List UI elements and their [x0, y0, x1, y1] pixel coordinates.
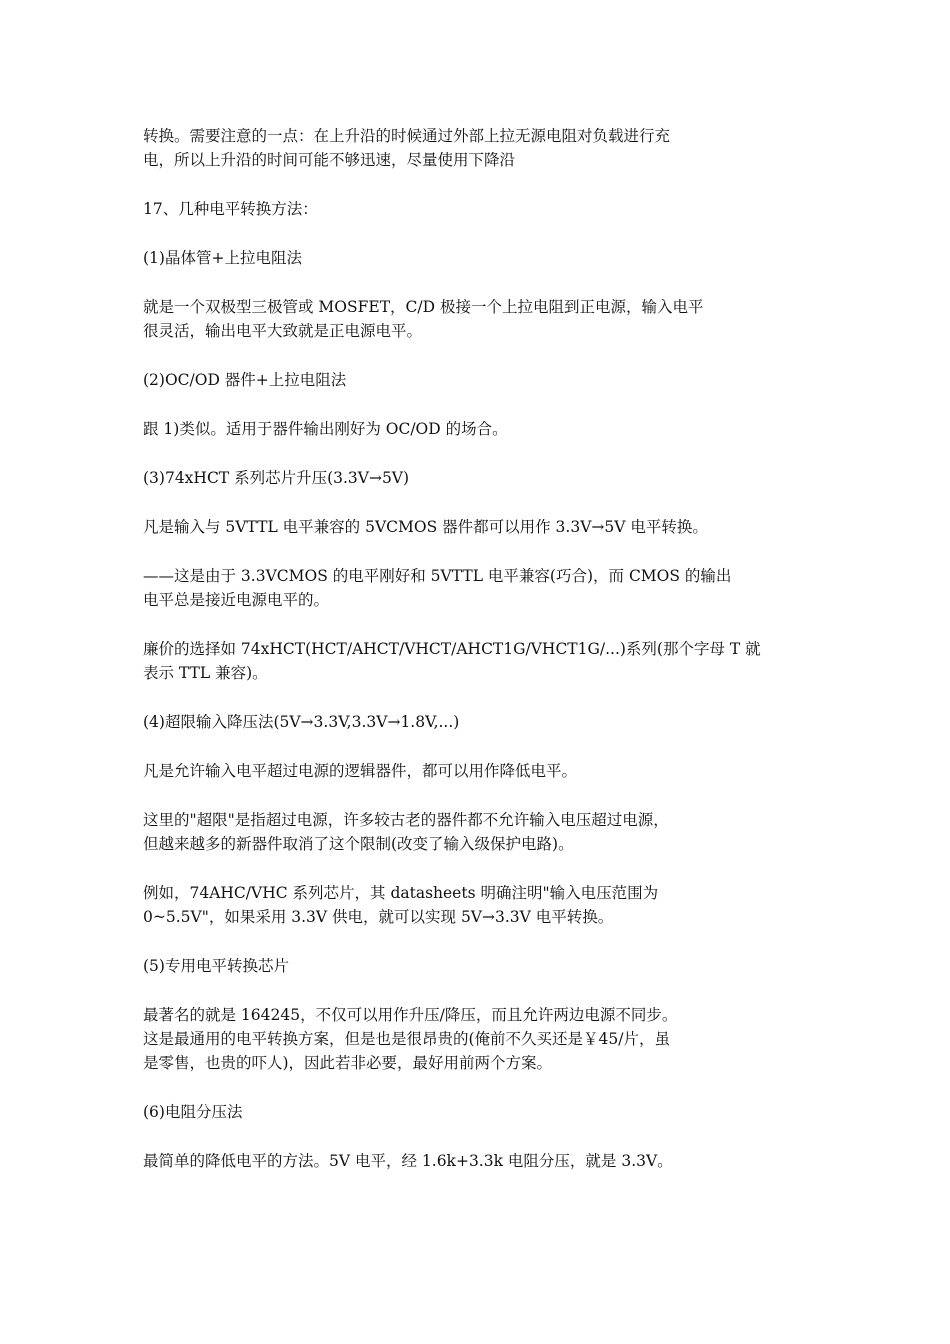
method-2-text: 跟 1)类似。适用于器件输出刚好为 OC/OD 的场合。	[143, 420, 508, 438]
method-6-text: 最简单的降低电平的方法。5V 电平，经 1.6k+3.3k 电阻分压，就是 3.3V。	[143, 1152, 673, 1170]
method-3-heading: (3)74xHCT 系列芯片升压(3.3V→5V)	[143, 469, 410, 487]
method-3-text-2: ——这是由于 3.3VCMOS 的电平刚好和 5VTTL 电平兼容(巧合)，而 CMOS 的输出 电平总是接近电源电平的。	[143, 567, 732, 609]
method-4-text-3: 例如，74AHC/VHC 系列芯片，其 datasheets 明确注明"输入电压范围为 0~5.5V"，如果采用 3.3V 供电，就可以实现 5V→3.3V 电平转换。	[143, 884, 659, 926]
method-5-heading: (5)专用电平转换芯片	[143, 957, 289, 975]
method-1-heading: (1)晶体管+上拉电阻法	[143, 249, 302, 267]
paragraph-continuation: 转换。需要注意的一点：在上升沿的时候通过外部上拉无源电阻对负载进行充 电，所以上升沿的时间可能不够迅速，尽量使用下降沿	[143, 127, 671, 169]
method-5-text: 最著名的就是 164245，不仅可以用作升压/降压，而且允许两边电源不同步。 这是最通用的电平转换方案，但是也是很昂贵的(俺前不久买还是￥45/片，虽 是零售，也贵的吓人)，因此若非必要，最好用前两个方案。	[143, 1006, 678, 1072]
method-4-heading: (4)超限输入降压法(5V→3.3V,3.3V→1.8V,...)	[143, 713, 460, 731]
method-1-text: 就是一个双极型三极管或 MOSFET，C/D 极接一个上拉电阻到正电源，输入电平 很灵活，输出电平大致就是正电源电平。	[143, 298, 704, 340]
document-body	[143, 124, 803, 1198]
section-heading-level-conversion: 17、几种电平转换方法：	[143, 200, 318, 218]
method-6-heading: (6)电阻分压法	[143, 1103, 243, 1121]
method-3-text-3: 廉价的选择如 74xHCT(HCT/AHCT/VHCT/AHCT1G/VHCT1G/...)系列(那个字母 T 就 表示 TTL 兼容)。	[143, 640, 761, 682]
method-4-text-1: 凡是允许输入电平超过电源的逻辑器件，都可以用作降低电平。	[143, 762, 578, 780]
method-2-heading: (2)OC/OD 器件+上拉电阻法	[143, 371, 347, 389]
method-3-text-1: 凡是输入与 5VTTL 电平兼容的 5VCMOS 器件都可以用作 3.3V→5V 电平转换。	[143, 518, 708, 536]
method-4-text-2: 这里的"超限"是指超过电源，许多较古老的器件都不允许输入电压超过电源， 但越来越多的新器件取消了这个限制(改变了输入级保护电路)。	[143, 811, 669, 853]
